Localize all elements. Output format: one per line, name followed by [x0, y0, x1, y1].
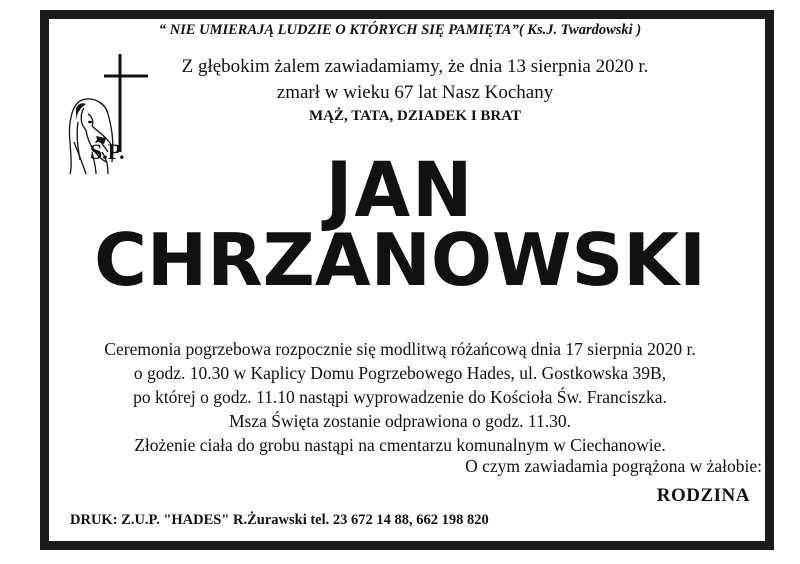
family-signature: RODZINA [656, 485, 750, 506]
ceremony-line: o godz. 10.30 w Kaplicy Domu Pogrzebowego Hades, ul. Gostkowska 39B, [133, 363, 667, 383]
ceremony-line: Msza Święta zostanie odprawiona o godz. 11.30. [229, 411, 571, 431]
intro-text [150, 54, 680, 106]
ceremony-details [0, 337, 800, 457]
quote-line: “ NIE UMIERAJĄ LUDZIE O KTÓRYCH SIĘ PAMIĘTA”( Ks.J. Twardowski ) [158, 22, 642, 38]
honorific: Ś.P. [90, 139, 125, 164]
intro-line: Z głębokim żalem zawiadamiamy, że dnia 13 sierpnia 2020 r. [181, 56, 649, 77]
ceremony-line: po której o godz. 11.10 nastąpi wyprowadzenie do Kościoła Św. Franciszka. [133, 387, 667, 407]
deceased-last-name: CHRZANOWSKI [94, 218, 706, 302]
relation-line: MĄŻ, TATA, DZIADEK I BRAT [309, 108, 521, 124]
intro-line: zmarł w wieku 67 lat Nasz Kochany [276, 82, 554, 103]
ceremony-line: Ceremonia pogrzebowa rozpocznie się modlitwą różańcową dnia 17 sierpnia 2020 r. [104, 339, 696, 359]
printer-footer: DRUK: Z.U.P. "HADES" R.Żurawski tel. 23 672 14 88, 662 198 820 [70, 512, 489, 528]
deceased-first-name: JAN [325, 145, 475, 235]
notify-line: O czym zawiadamia pogrążona w żałobie: [465, 456, 762, 476]
ceremony-line: Złożenie ciała do grobu nastąpi na cmentarzu komunalnym w Ciechanowie. [134, 435, 666, 455]
